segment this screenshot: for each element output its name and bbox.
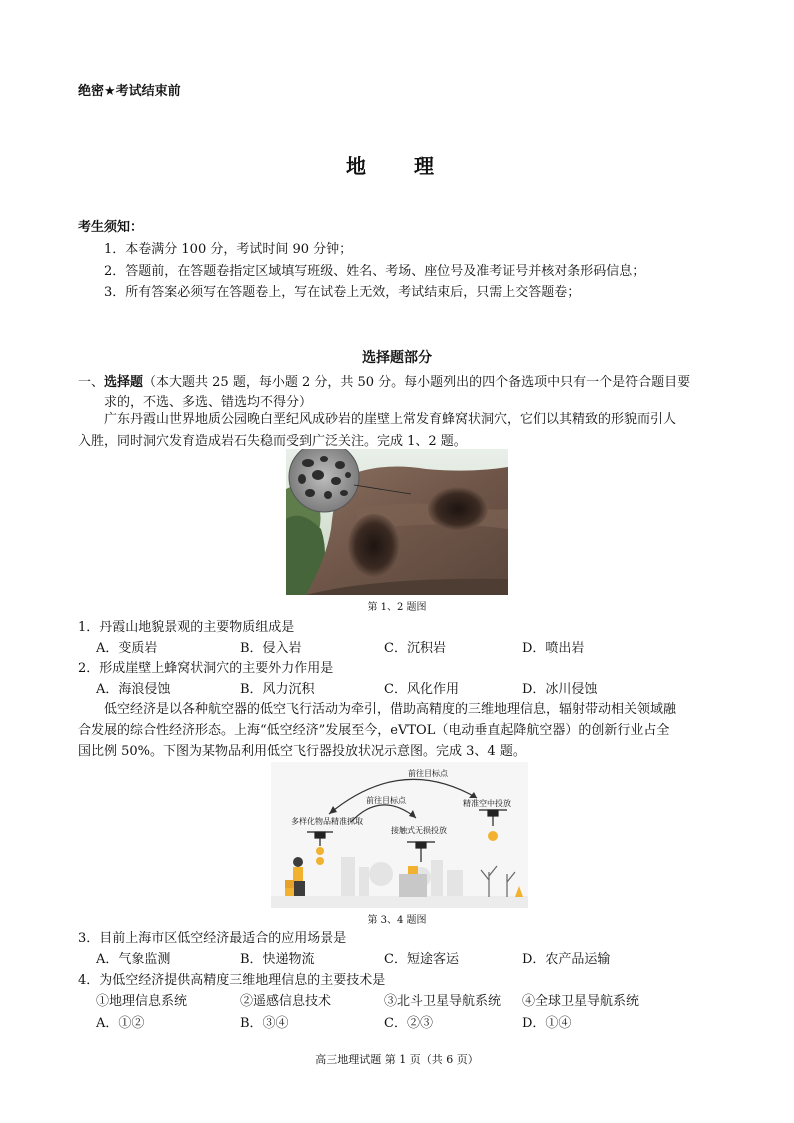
question-2-option-a[interactable]: A．海浪侵蚀 (96, 682, 171, 697)
diagram-label-right: 精准空中投放 (463, 799, 511, 808)
drone-delivery-diagram (271, 762, 528, 908)
diagram-label-center: 接触式无损投放 (391, 826, 447, 835)
page-footer: 高三地理试题 第 1 页（共 6 页） (315, 1053, 479, 1066)
figure-2-caption: 第 3、4 题图 (367, 915, 427, 926)
passage-1-line: 入胜，同时洞穴发育造成岩石失稳而受到广泛关注。完成 1、2 题。 (78, 434, 467, 449)
part-description-cont: 求的，不选、多选、错选均不得分） (104, 395, 313, 410)
question-2-option-b[interactable]: B．风力沉积 (240, 682, 315, 697)
question-4-option-a[interactable]: A．①② (96, 1016, 145, 1031)
passage-2-line: 国比例 50%。下图为某物品利用低空飞行器投放状况示意图。完成 3、4 题。 (78, 744, 526, 759)
passage-2-line: 低空经济是以各种航空器的低空飞行活动为牵引，借助高精度的三维地理信息，辐射带动相关领域融 (104, 702, 677, 717)
figure-1-caption: 第 1、2 题图 (367, 602, 427, 613)
question-1-option-a[interactable]: A．变质岩 (96, 641, 158, 656)
notice-item: 2．答题前，在答题卷指定区域填写班级、姓名、考场、座位号及准考证号并核对条形码信息； (104, 264, 646, 279)
question-4-option-d[interactable]: D．①④ (522, 1016, 572, 1031)
question-4-item: ②遥感信息技术 (240, 994, 332, 1009)
passage-1-line: 广东丹霞山世界地质公园晚白垩纪风成砂岩的崖壁上常发育蜂窝状洞穴，它们以其精致的形貌而引人 (104, 412, 677, 427)
question-4-item: ③北斗卫星导航系统 (384, 994, 502, 1009)
notice-heading: 考生须知： (78, 220, 144, 235)
question-3-option-c[interactable]: C．短途客运 (384, 952, 459, 967)
notice-item: 1．本卷满分 100 分，考试时间 90 分钟； (104, 242, 353, 257)
question-1-option-b[interactable]: B．侵入岩 (240, 641, 302, 656)
part-prefix: 一、 (78, 375, 105, 390)
question-1-option-c[interactable]: C．沉积岩 (384, 641, 446, 656)
question-4-option-b[interactable]: B．③④ (240, 1016, 289, 1031)
part-description: （本大题共 25 题，每小题 2 分，共 50 分。每小题列出的四个备选项中只有一个是符合题目要 (143, 375, 691, 390)
question-1-stem: 1．丹霞山地貌景观的主要物质组成是 (78, 620, 295, 635)
confidential-mark: 绝密★考试结束前 (78, 84, 181, 99)
question-2-stem: 2．形成崖壁上蜂窝状洞穴的主要外力作用是 (78, 661, 334, 676)
notice-item: 3．所有答案必须写在答题卷上，写在试卷上无效，考试结束后，只需上交答题卷； (104, 285, 581, 300)
part-one-instructions (78, 371, 690, 390)
passage-2-line: 合发展的综合性经济形态。上海“低空经济”发展至今，eVTOL（电动垂直起降航空器）的创新行业占全 (78, 723, 670, 738)
question-3-option-b[interactable]: B．快递物流 (240, 952, 315, 967)
danxia-cliff-photo (286, 449, 508, 595)
question-2-option-c[interactable]: C．风化作用 (384, 682, 459, 697)
diagram-label-mid: 前往目标点 (366, 796, 406, 805)
diagram-label-top: 前往目标点 (408, 769, 448, 778)
question-4-item: ④全球卫星导航系统 (522, 994, 640, 1009)
question-4-option-c[interactable]: C．②③ (384, 1016, 433, 1031)
question-4-item: ①地理信息系统 (96, 994, 188, 1009)
question-3-option-d[interactable]: D．农产品运输 (522, 952, 611, 967)
section-title: 选择题部分 (362, 350, 432, 366)
question-1-option-d[interactable]: D．喷出岩 (522, 641, 585, 656)
paper-title: 地 理 (346, 154, 448, 178)
question-3-stem: 3．目前上海市区低空经济最适合的应用场景是 (78, 931, 347, 946)
question-4-stem: 4．为低空经济提供高精度三维地理信息的主要技术是 (78, 973, 386, 988)
question-2-option-d[interactable]: D．冰川侵蚀 (522, 682, 598, 697)
question-3-option-a[interactable]: A．气象监测 (96, 952, 171, 967)
part-label: 选择题 (104, 375, 144, 390)
diagram-label-left: 多样化物品精准抓取 (291, 817, 363, 826)
